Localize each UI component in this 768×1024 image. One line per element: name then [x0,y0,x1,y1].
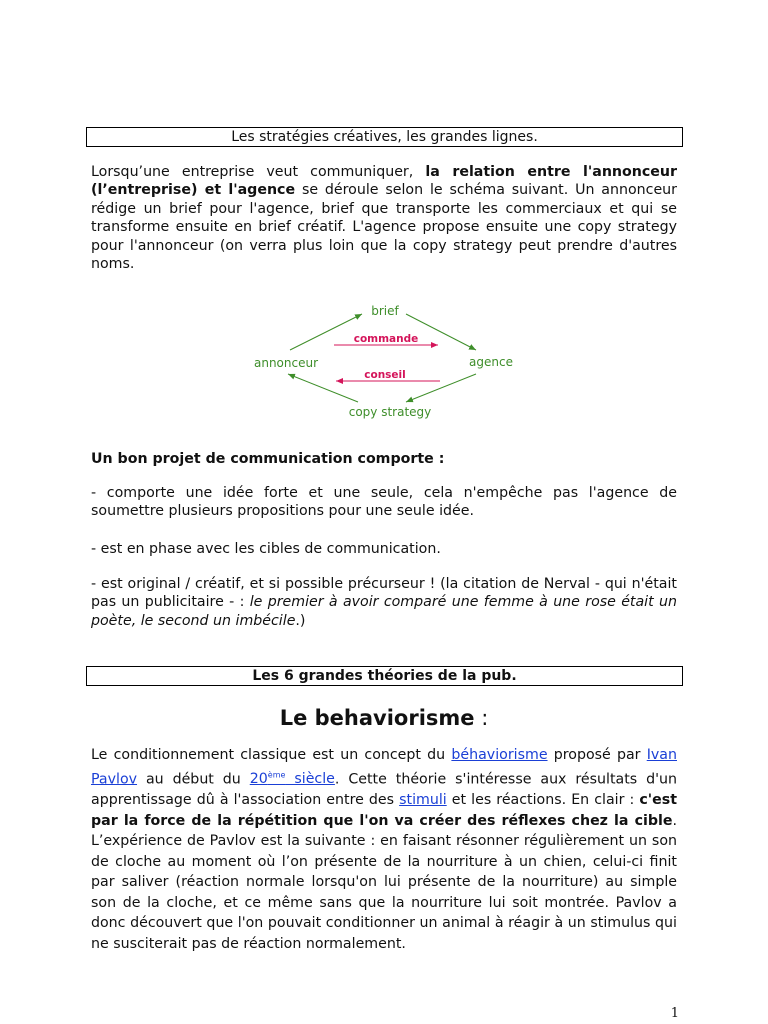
projet-item-3 [91,575,677,630]
projet-item-3-text: - est original / créatif, et si possible précurseur ! (la citation de Nerval - qui n'était pas un publicitaire - : [91,576,677,611]
projet-heading: Un bon projet de communication comporte : [91,451,445,467]
section-title-strategies: Les stratégies créatives, les grandes lignes. [86,127,683,147]
projet-item-1: - comporte une idée forte et une seule, cela n'empêche pas l'agence de soumettre plusieurs propositions pour une seule idée. [91,485,677,520]
nerval-quote: le premier à avoir comparé une femme à une rose était un poète, le second un imbécile [91,594,677,629]
intro-text-1: Lorsqu’une entreprise veut communiquer, [91,164,426,180]
behaviorisme-colon: : [474,706,489,730]
label-agence: agence [469,355,513,369]
link-stimuli[interactable]: stimuli [399,791,447,808]
projet-item-2: - est en phase avec les cibles de communication. [91,541,441,557]
behaviorisme-title: Le behaviorisme [279,706,475,730]
behav-text-6: . L’expérience de Pavlov est la suivante : en faisant résonner régulièrement un son de cloche au moment où l’on présente de la nourriture à un chien, celui-ci finit par saliver (réaction normale lorsqu'on lui présente de la nourriture) au simple son de la cloche, et ce même sans que la nourriture lui soit montrée. Pavlov a donc découvert que l'on pouvait conditionner un animal à réagir à un stimulus qui ne susciterait pas de réaction normalement. [91,812,677,953]
relationship-diagram [240,298,530,424]
link-20eme-siecle[interactable] [250,771,335,787]
arrow-copy-strategy-to-annonceur [288,374,358,402]
intro-paragraph [91,163,677,273]
behaviorisme-heading [0,705,768,731]
behav-text-4: . Cette théorie s'intéresse aux résultats d'un apprentissage dû à l'association entre des [91,771,677,808]
behav-text-3: au début du [137,771,250,788]
link-20-number: 20 [249,771,268,788]
behav-bold: c'est par la force de la répétition que l'on va créer des réflexes chez la cible [91,791,677,829]
link-20-siecle: siècle [285,771,335,788]
intro-text-2: se déroule selon le schéma suivant. Un annonceur rédige un brief pour l'agence, brief que transporte les commerciaux et qui se transforme ensuite en brief créatif. L'agence propose ensuite une copy strategy pour l'annonceur (on verra plus loin que la copy strategy peut prendre d'autres noms. [91,182,678,273]
behav-text-5: et les réactions. En clair : [446,791,640,808]
link-ivan-pavlov[interactable]: Ivan Pavlov [91,747,677,788]
link-20-sup: ème [267,770,286,780]
label-conseil: conseil [364,369,406,381]
behaviorisme-paragraph [91,745,677,955]
label-annonceur: annonceur [253,356,319,370]
section-title-theories: Les 6 grandes théories de la pub. [86,666,683,686]
behav-text-2: proposé par [547,747,647,763]
link-behaviorisme[interactable]: béhaviorisme [451,747,548,763]
behav-text-1: Le conditionnement classique est un concept du [91,747,452,763]
intro-bold: la relation entre l'annonceur (l’entreprise) et l'agence [91,164,677,199]
projet-item-3-end: .) [295,612,306,629]
label-copy-strategy: copy strategy [348,405,432,419]
arrow-agence-to-copy-strategy [406,374,476,402]
page-number: 1 [670,1006,679,1021]
label-commande: commande [353,333,419,345]
label-brief: brief [371,304,399,318]
